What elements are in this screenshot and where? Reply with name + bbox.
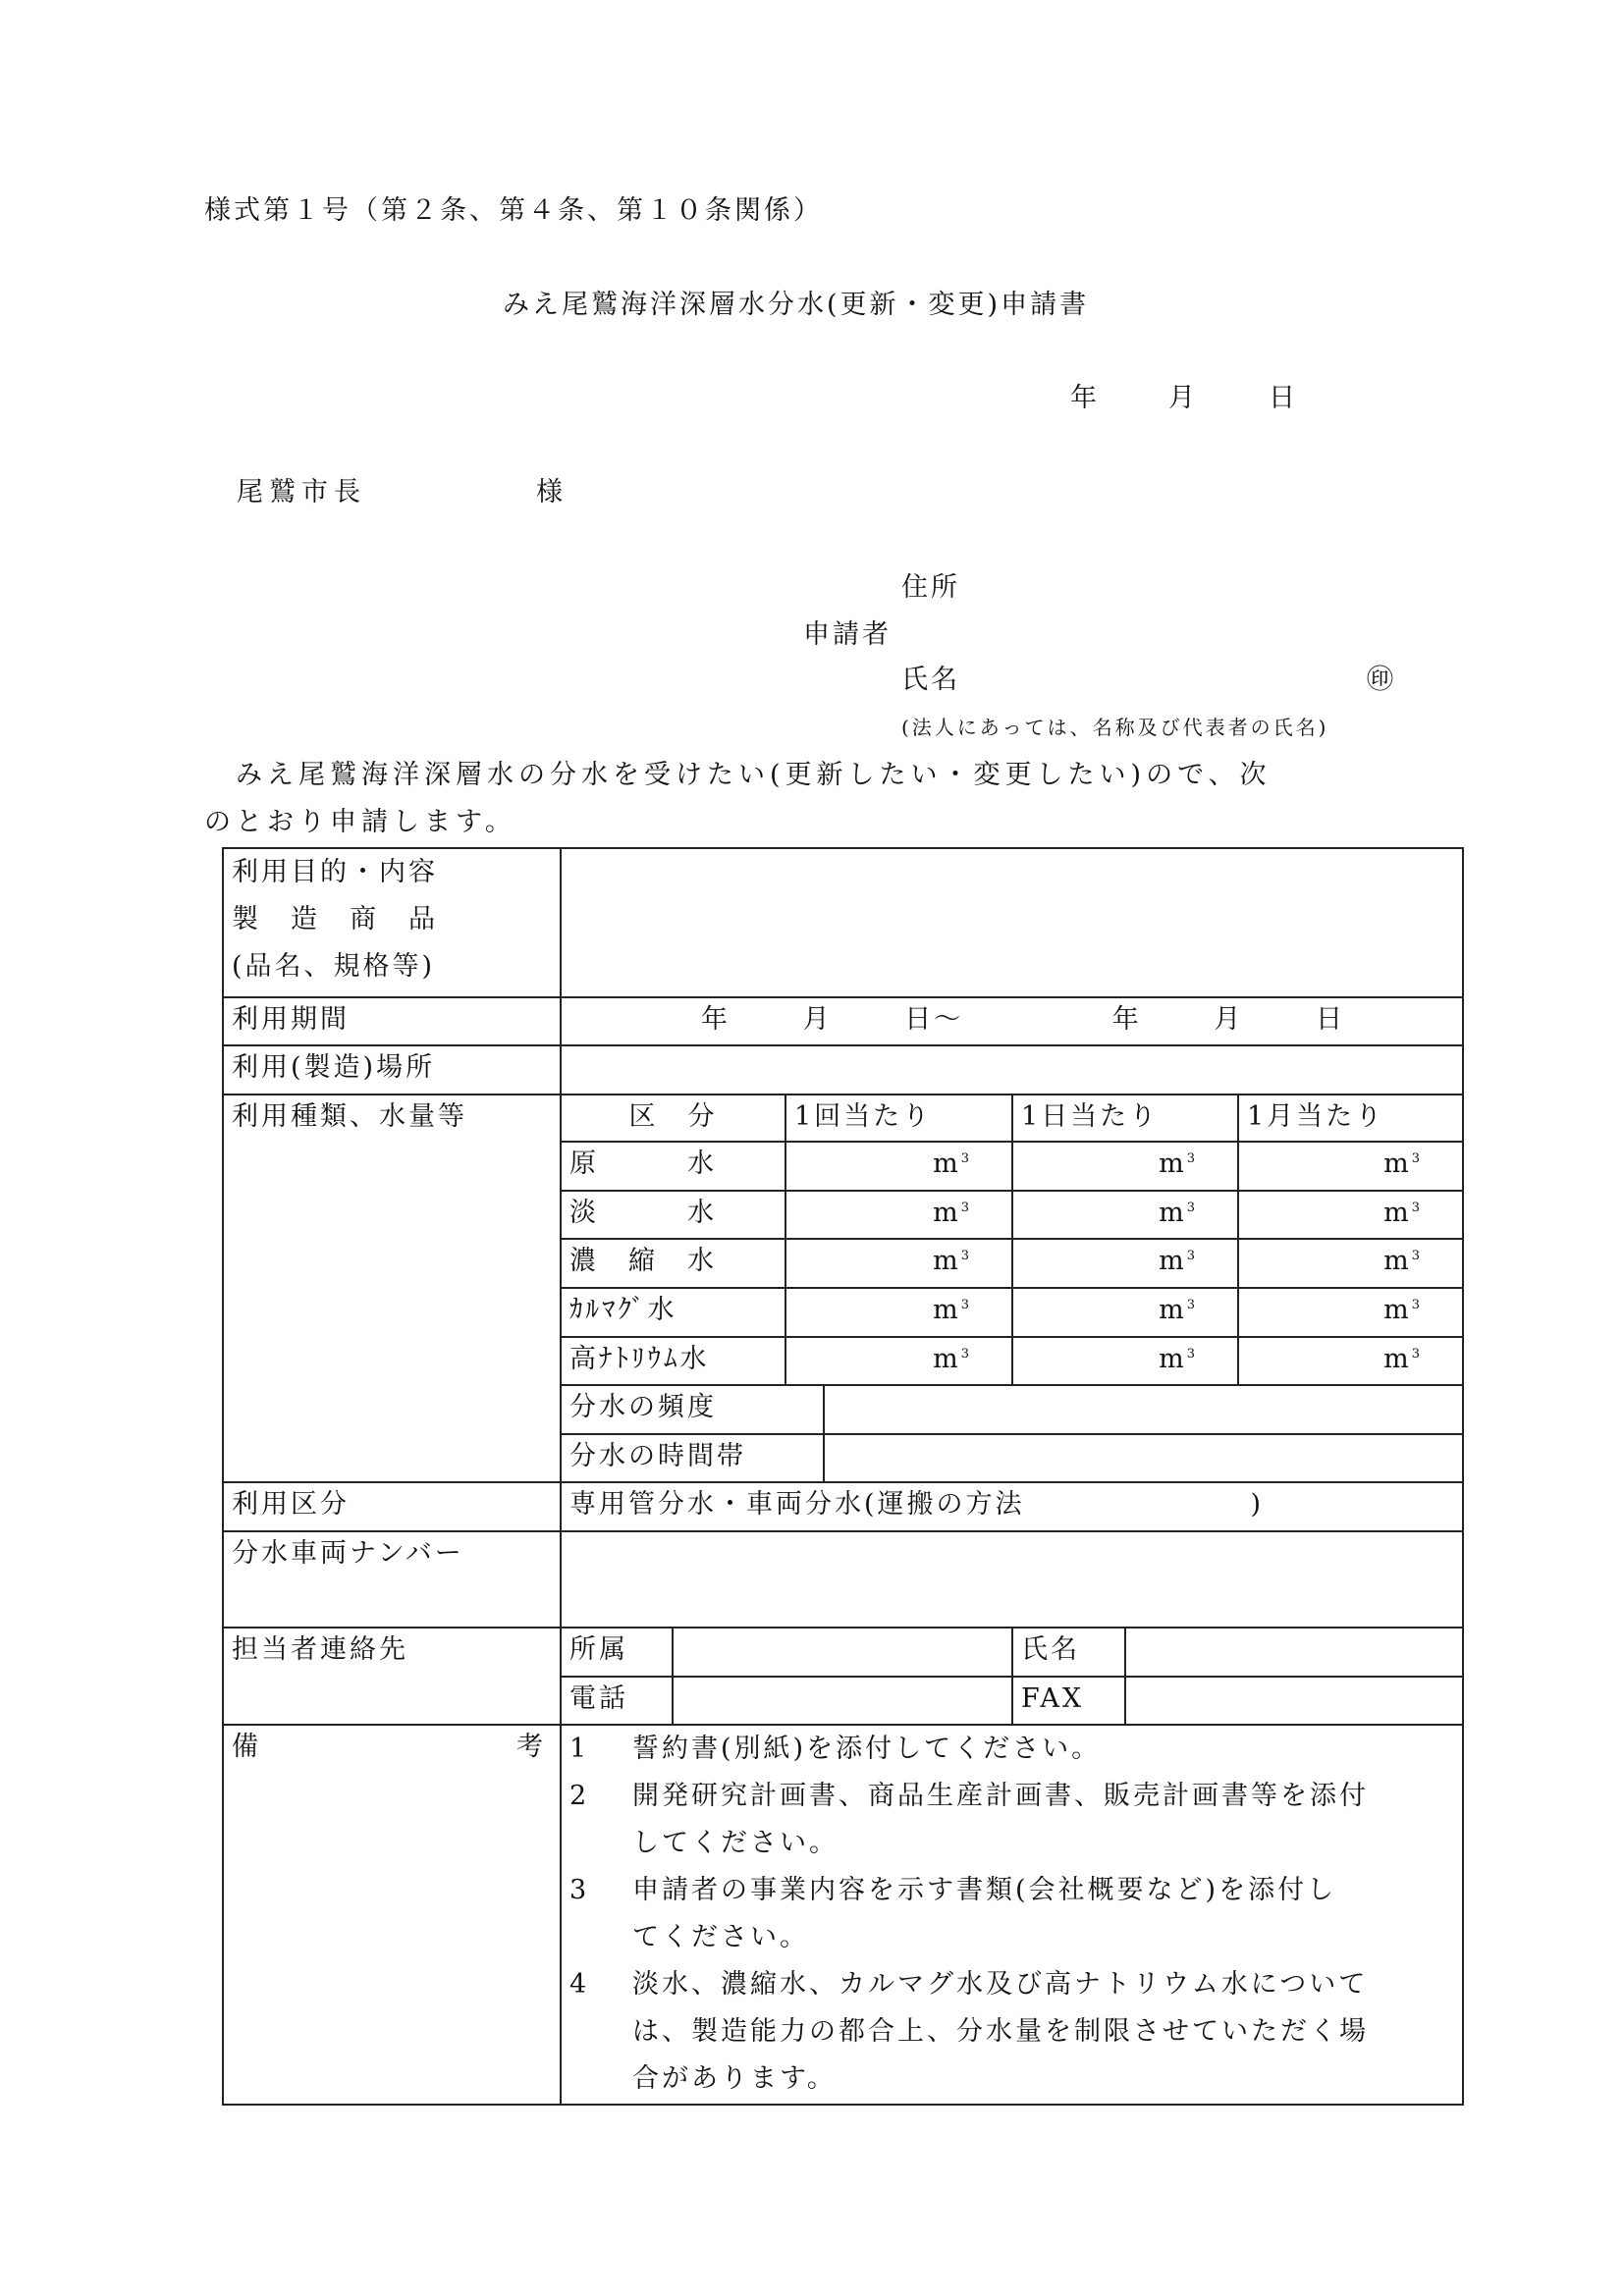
- header-category: 区 分: [561, 1095, 785, 1142]
- period-field[interactable]: [561, 997, 1463, 1045]
- purpose-label-line: 製 造 商 品: [232, 904, 438, 934]
- period-to-year: 年: [1111, 1004, 1142, 1035]
- note-item-cont: してください。: [632, 1828, 839, 1858]
- note-item: 2 開発研究計画書、商品生産計画書、販売計画書等を添付: [569, 1781, 1369, 1811]
- water-type: 濃 縮 水: [561, 1239, 785, 1288]
- purpose-field[interactable]: [561, 848, 1463, 997]
- seal-icon: ㊞: [1367, 665, 1396, 695]
- note-item: 4 淡水、濃縮水、カルマグ水及び高ナトリウム水について: [569, 1969, 1369, 2000]
- per-month-field[interactable]: $m^3$: [1238, 1288, 1463, 1337]
- frequency-label: 分水の頻度: [561, 1385, 824, 1434]
- form-number: 様式第１号（第２条、第４条、第１０条関係）: [204, 195, 823, 226]
- water-type: 高ﾅﾄﾘｳﾑ水: [561, 1337, 785, 1385]
- fax-label: FAX: [1012, 1677, 1125, 1725]
- period-to-month: 月: [1214, 1004, 1244, 1035]
- purpose-label: [223, 848, 561, 997]
- per-day-field[interactable]: $m^3$: [1012, 1142, 1238, 1191]
- applicant-note: (法人にあっては、名称及び代表者の氏名): [901, 716, 1329, 739]
- header-per-time: 1回当たり: [785, 1095, 1012, 1142]
- per-day-field[interactable]: $m^3$: [1012, 1337, 1238, 1385]
- page-title: みえ尾鷲海洋深層水分水(更新・変更)申請書: [503, 290, 1090, 320]
- per-time-field[interactable]: $m^3$: [785, 1337, 1012, 1385]
- period-from-day: 日～: [904, 1004, 964, 1035]
- per-day-field[interactable]: $m^3$: [1012, 1288, 1238, 1337]
- note-item: 3 申請者の事業内容を示す書類(会社概要など)を添付し: [569, 1875, 1337, 1905]
- fax-field[interactable]: [1125, 1677, 1463, 1725]
- types-label: 利用種類、水量等: [223, 1095, 561, 1482]
- period-from-year: 年: [701, 1004, 731, 1035]
- per-day-field[interactable]: $m^3$: [1012, 1191, 1238, 1239]
- period-from-month: 月: [802, 1004, 833, 1035]
- name-label: 氏名: [901, 665, 960, 695]
- addressee-name: 尾鷲市長: [237, 477, 366, 507]
- time-field[interactable]: [824, 1434, 1463, 1482]
- per-month-field[interactable]: $m^3$: [1238, 1239, 1463, 1288]
- contact-name-label: 氏名: [1012, 1628, 1125, 1677]
- phone-field[interactable]: [673, 1677, 1012, 1725]
- period-to-day: 日: [1315, 1004, 1345, 1035]
- place-label: 利用(製造)場所: [223, 1045, 561, 1095]
- header-per-day: 1日当たり: [1012, 1095, 1238, 1142]
- vehicle-label: 分水車両ナンバー: [223, 1531, 561, 1628]
- address-label: 住所: [901, 572, 960, 603]
- application-table: [222, 847, 1464, 2106]
- date-month: 月: [1168, 383, 1198, 413]
- dept-field[interactable]: [673, 1628, 1012, 1677]
- time-label: 分水の時間帯: [561, 1434, 824, 1482]
- contact-name-field[interactable]: [1125, 1628, 1463, 1677]
- header-per-month: 1月当たり: [1238, 1095, 1463, 1142]
- category-field[interactable]: [561, 1482, 1463, 1531]
- per-month-field[interactable]: $m^3$: [1238, 1142, 1463, 1191]
- per-time-field[interactable]: $m^3$: [785, 1191, 1012, 1239]
- contact-label: 担当者連絡先: [223, 1628, 561, 1725]
- applicant-label: 申請者: [803, 619, 892, 650]
- per-time-field[interactable]: $m^3$: [785, 1288, 1012, 1337]
- per-time-field[interactable]: $m^3$: [785, 1142, 1012, 1191]
- period-label: 利用期間: [223, 997, 561, 1045]
- intro-line1: みえ尾鷲海洋深層水の分水を受けたい(更新したい・変更したい)ので、次: [236, 760, 1272, 790]
- per-time-field[interactable]: $m^3$: [785, 1239, 1012, 1288]
- place-field[interactable]: [561, 1045, 1463, 1095]
- category-label: 利用区分: [223, 1482, 561, 1531]
- date-day: 日: [1269, 383, 1298, 413]
- remarks-label: 備 考: [223, 1725, 561, 2105]
- per-month-field[interactable]: $m^3$: [1238, 1191, 1463, 1239]
- category-value: 専用管分水・車両分水(運搬の方法: [569, 1489, 1025, 1520]
- note-item-cont: 合があります。: [632, 2063, 837, 2094]
- per-day-field[interactable]: $m^3$: [1012, 1239, 1238, 1288]
- remarks-notes: [561, 1725, 1463, 2105]
- water-type: ｶﾙﾏｸﾞ水: [561, 1288, 785, 1337]
- note-item-cont: は、製造能力の都合上、分水量を制限させていただく場: [632, 2016, 1369, 2047]
- phone-label: 電話: [561, 1677, 673, 1725]
- purpose-label-line: (品名、規格等): [232, 951, 436, 982]
- per-month-field[interactable]: $m^3$: [1238, 1337, 1463, 1385]
- intro-line2: のとおり申請します。: [204, 807, 516, 837]
- category-close: ): [1250, 1489, 1265, 1520]
- water-type: 淡 水: [561, 1191, 785, 1239]
- note-item: 1 誓約書(別紙)を添付してください。: [569, 1734, 1102, 1764]
- dept-label: 所属: [561, 1628, 673, 1677]
- vehicle-field[interactable]: [561, 1531, 1463, 1628]
- purpose-label-line: 利用目的・内容: [232, 857, 438, 887]
- note-item-cont: てください。: [632, 1922, 809, 1952]
- frequency-field[interactable]: [824, 1385, 1463, 1434]
- addressee-honorific: 様: [536, 477, 566, 507]
- water-type: 原 水: [561, 1142, 785, 1191]
- date-year: 年: [1070, 383, 1100, 413]
